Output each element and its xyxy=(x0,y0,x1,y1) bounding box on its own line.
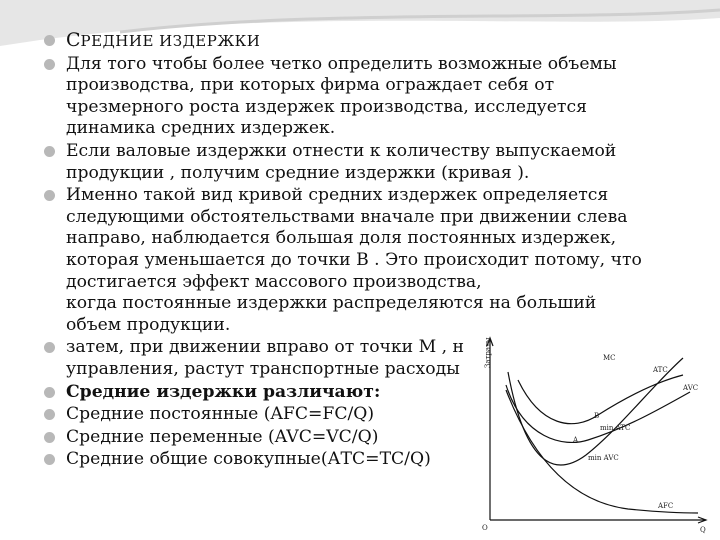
text-line: когда постоянные издержки распределяются на больший xyxy=(66,293,597,314)
afc-label: AFC xyxy=(658,502,674,510)
atc-label: ATC xyxy=(653,366,668,374)
bullet-dot xyxy=(44,432,55,443)
text-line: следующими обстоятельствами вначале при движении слева xyxy=(66,206,628,227)
list-item xyxy=(44,141,684,184)
text-line: достигается эффект массового производства, xyxy=(66,271,482,292)
bullet-dot xyxy=(44,59,55,70)
text-line: затем, при движении вправо от точки М , н xyxy=(66,337,465,358)
bullet-dot xyxy=(44,190,55,201)
bullet-dot xyxy=(44,342,55,353)
origin-label: O xyxy=(482,524,488,532)
point-b-label: B xyxy=(594,412,600,420)
paragraph-1 xyxy=(66,54,684,140)
text-line: направо, наблюдается большая доля постоянных издержек, xyxy=(66,228,617,249)
text-line: продукции , получим средние издержки (кривая ). xyxy=(66,162,530,183)
text-line: объем продукции. xyxy=(66,314,231,335)
text-line: управления, растут транспортные расходы xyxy=(66,358,460,379)
bullet-dot xyxy=(44,409,55,420)
min-avc-label: min AVC xyxy=(588,454,619,462)
min-atc-label: min ATC xyxy=(600,424,631,432)
point-a-label: A xyxy=(573,436,579,444)
text-line: чрезмерного роста издержек производства, исследуется xyxy=(66,96,587,117)
mc-label: MC xyxy=(603,354,616,362)
text-line: динамика средних издержек. xyxy=(66,118,336,139)
text-line: Для того чтобы более четко определить возможные объемы xyxy=(66,53,617,74)
title-rest: РЕДНИЕ ИЗДЕРЖКИ xyxy=(80,32,261,50)
text-line: которая уменьшается до точки В . Это происходит потому, что xyxy=(66,249,642,270)
atc-definition: Средние общие совокупные(АТС=TC/Q) xyxy=(66,449,431,470)
text-line: производства, при которых фирма ограждает себя от xyxy=(66,75,555,96)
bullet-dot xyxy=(44,454,55,465)
afc-curve xyxy=(506,390,698,513)
avc-label: AVC xyxy=(683,384,699,392)
bullet-dot xyxy=(44,35,55,46)
afc-definition: Средние постоянные (AFC=FC/Q) xyxy=(66,404,375,425)
title-first-letter: С xyxy=(66,29,81,51)
text-line: Именно такой вид кривой средних издержек определяется xyxy=(66,185,609,206)
paragraph-2 xyxy=(66,141,684,184)
bullet-dot xyxy=(44,146,55,157)
bullet-dot xyxy=(44,387,55,398)
y-axis-label: Затраты xyxy=(484,337,492,368)
slide-title xyxy=(44,30,684,53)
text-line: Если валовые издержки отнести к количеству выпускаемой xyxy=(66,140,617,161)
avc-definition: Средние переменные (AVC=VC/Q) xyxy=(66,426,379,447)
list-item xyxy=(44,185,684,336)
cost-curves-diagram xyxy=(478,330,714,535)
paragraph-3 xyxy=(66,185,684,336)
list-item xyxy=(44,54,684,140)
x-axis-label: Q xyxy=(700,526,706,534)
bold-heading: Средние издержки различают: xyxy=(66,381,381,402)
